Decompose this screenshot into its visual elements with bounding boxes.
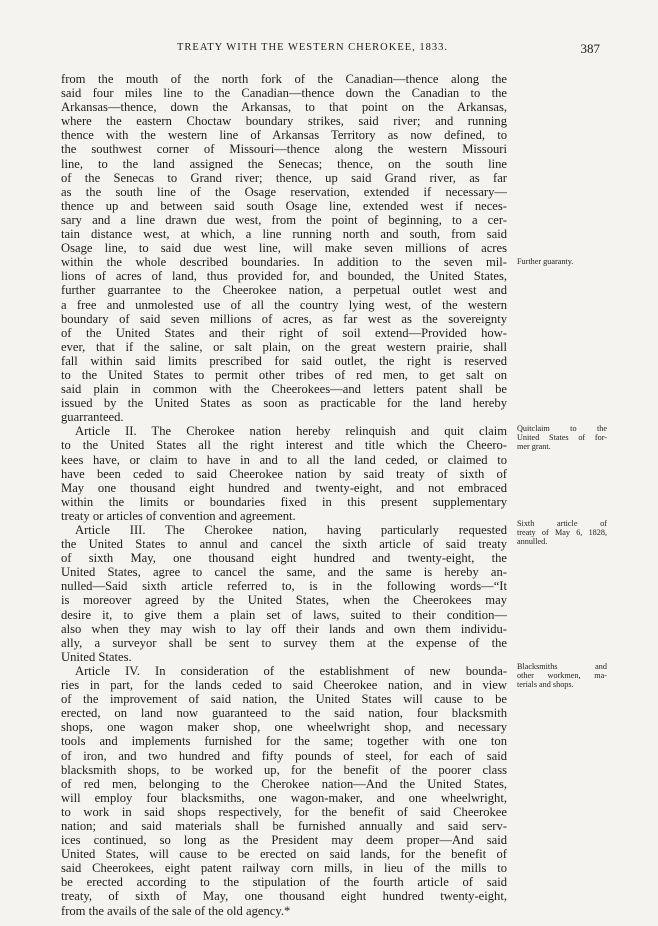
text-line: Osage line, to said due west line, will make seven millions of acres (61, 241, 507, 256)
page-number: 387 (580, 41, 600, 56)
margin-note-line: treaty of May 6, 1828, (517, 528, 607, 537)
text-line: further guarrantee to the Cheerokee nation, a perpetual outlet west and (61, 283, 507, 298)
text-line: May one thousand eight hundred and twenty-eight, and not embraced (61, 480, 507, 495)
text-line: fall within said limits prescribed for said outlet, the right is reserved (61, 353, 507, 368)
text-line: Article II. The Cherokee nation hereby relinquish and quit claim (75, 424, 507, 439)
text-line: lions of acres of land, thus provided for, and bounded, the United States, (61, 269, 507, 284)
margin-note-line: Sixth article of (517, 519, 607, 528)
margin-note-sixth-article (517, 519, 607, 546)
text-line: also when they may wish to lay off their lands and own them individu- (61, 621, 507, 636)
text-line: to the United States to permit other tribes of red men, to get salt on (61, 367, 507, 382)
text-line: erected, on land now guaranteed to the said nation, four blacksmith (61, 706, 507, 721)
text-line: ries in part, for the lands ceded to said Cheerokee nation, and in view (61, 678, 507, 693)
text-line: treaty, of sixth of May, one thousand eight hundred twenty-eight, (61, 889, 507, 904)
text-line: Article IV. In consideration of the establishment of new bounda- (75, 663, 507, 678)
text-line: thence up and between said south Osage line, extended west if neces- (61, 198, 507, 213)
text-line: of the improvement of said nation, the United States will cause to be (61, 692, 507, 707)
text-line: to the United States all the right interest and title which the Cheero- (61, 438, 507, 453)
text-line: United States, will cause to be erected on said lands, for the benefit of (61, 847, 507, 862)
text-line: have been ceded to said Cheerokee nation by said treaty of sixth of (61, 466, 507, 481)
text-line: tain distance west, at which, a line running north and south, from said (61, 227, 507, 242)
text-line: line, to the land assigned the Senecas; thence, on the south line (61, 156, 507, 171)
text-line: boundary of said seven millions of acres, as far west as the sovereignty (61, 311, 507, 326)
text-line: United States, agree to cancel the same, and the same is hereby an- (61, 565, 507, 580)
text-line: ever, that if the saline, or salt plain, on the great western prairie, shall (61, 339, 507, 354)
text-line: from the avails of the sale of the old agency.* (61, 903, 291, 918)
text-line: ally, a surveyor shall be sent to survey them at the expense of the (61, 635, 507, 650)
margin-note-blacksmiths (517, 662, 607, 689)
text-line: of sixth May, one thousand eight hundred and twenty-eight, the (61, 551, 507, 566)
text-line: said plain in common with the Cheerokees—and letters patent shall be (61, 382, 507, 397)
text-line: sary and a line drawn due west, from the point of beginning, to a cer- (61, 212, 507, 227)
text-line: within the limits or boundaries fixed in this present supplementary (61, 494, 507, 509)
text-line: tools and implements furnished for the same; together with one ton (61, 734, 507, 749)
text-line: to work in said shops respectively, for the benefit of said Cheerokee (61, 804, 507, 819)
margin-note-line: United States of for- (517, 433, 607, 442)
text-line: the southwest corner of Missouri—thence along the western Missouri (61, 142, 507, 157)
running-header (60, 42, 600, 58)
text-line: desire it, to give them a plain set of laws, suited to their condition— (61, 607, 507, 622)
text-line: of iron, and two hundred and fifty pounds of steel, for each of said (61, 748, 507, 763)
text-line: where the eastern Choctaw boundary strikes, said river; and running (61, 114, 507, 129)
text-line: will employ four blacksmiths, one wagon-maker, and one wheelwright, (61, 790, 507, 805)
text-line: blacksmith shops, to be worked up, for the benefit of the poorer class (61, 762, 507, 777)
margin-note-further-guaranty (517, 257, 607, 266)
text-line: guarranteed. (61, 410, 124, 425)
text-line: nation; and said materials shall be furnished annually and said serv- (61, 818, 507, 833)
text-line: treaty or articles of convention and agreement. (61, 508, 296, 523)
text-line: Article III. The Cherokee nation, having particularly requested (75, 523, 507, 537)
text-line: is moreover agreed by the United States, when the Cheerokees may (61, 593, 507, 608)
text-line: of red men, belonging to the Cherokee nation—And the United States, (61, 776, 507, 791)
text-line: kees have, or claim to have in and to all the land ceded, or claimed to (61, 452, 507, 467)
text-line: within the whole described boundaries. In addition to the seven mil- (61, 255, 507, 270)
treaty-text (61, 72, 507, 918)
text-line: the United States to annul and cancel the sixth article of said treaty (61, 537, 507, 552)
text-line: United States. (61, 649, 132, 664)
text-line: thence with the western line of Arkansas Territory as now defined, to (61, 128, 507, 143)
text-line: said four miles line to the Canadian—thence down the Canadian to the (61, 86, 507, 101)
margin-note-line: Quitclaim to the (517, 424, 607, 433)
text-line: issued by the United States as soon as practicable for the land hereby (61, 396, 507, 411)
text-line: of the United States and their right of soil extend—Provided how- (61, 325, 507, 340)
text-line: a free and unmolested use of all the country lying west, of the western (61, 297, 507, 312)
text-line: said Cheerokees, eight patent railway corn mills, in lieu of the mills to (61, 861, 507, 876)
text-line: Arkansas—thence, down the Arkansas, to that point on the Arkansas, (61, 100, 507, 115)
margin-note-line: Blacksmiths and (517, 662, 607, 671)
text-line: from the mouth of the north fork of the Canadian—thence along the (61, 72, 507, 86)
margin-note-quitclaim (517, 424, 607, 451)
margin-note-line: mer grant. (517, 442, 551, 451)
text-line: nulled—Said sixth article referred to, is in the following words—“It (61, 579, 507, 594)
text-line: be erected according to the stipulation of the fourth article of said (61, 875, 507, 890)
margin-note-line: annulled. (517, 537, 548, 546)
margin-note-line: Further guaranty. (517, 257, 574, 266)
margin-note-line: other workmen, ma- (517, 671, 607, 680)
text-line: ices continued, so long as the President may deem proper—And said (61, 833, 507, 848)
margin-note-line: terials and shops. (517, 680, 574, 689)
text-line: of the Senecas to Grand river; thence, up said Grand river, as far (61, 170, 507, 185)
text-line: as the south line of the Osage reservation, extended if necessary— (61, 184, 507, 199)
running-title: TREATY WITH THE WESTERN CHEROKEE, 1833. (177, 42, 449, 53)
text-line: shops, one wagon maker shop, one wheelwright shop, and necessary (61, 720, 507, 735)
